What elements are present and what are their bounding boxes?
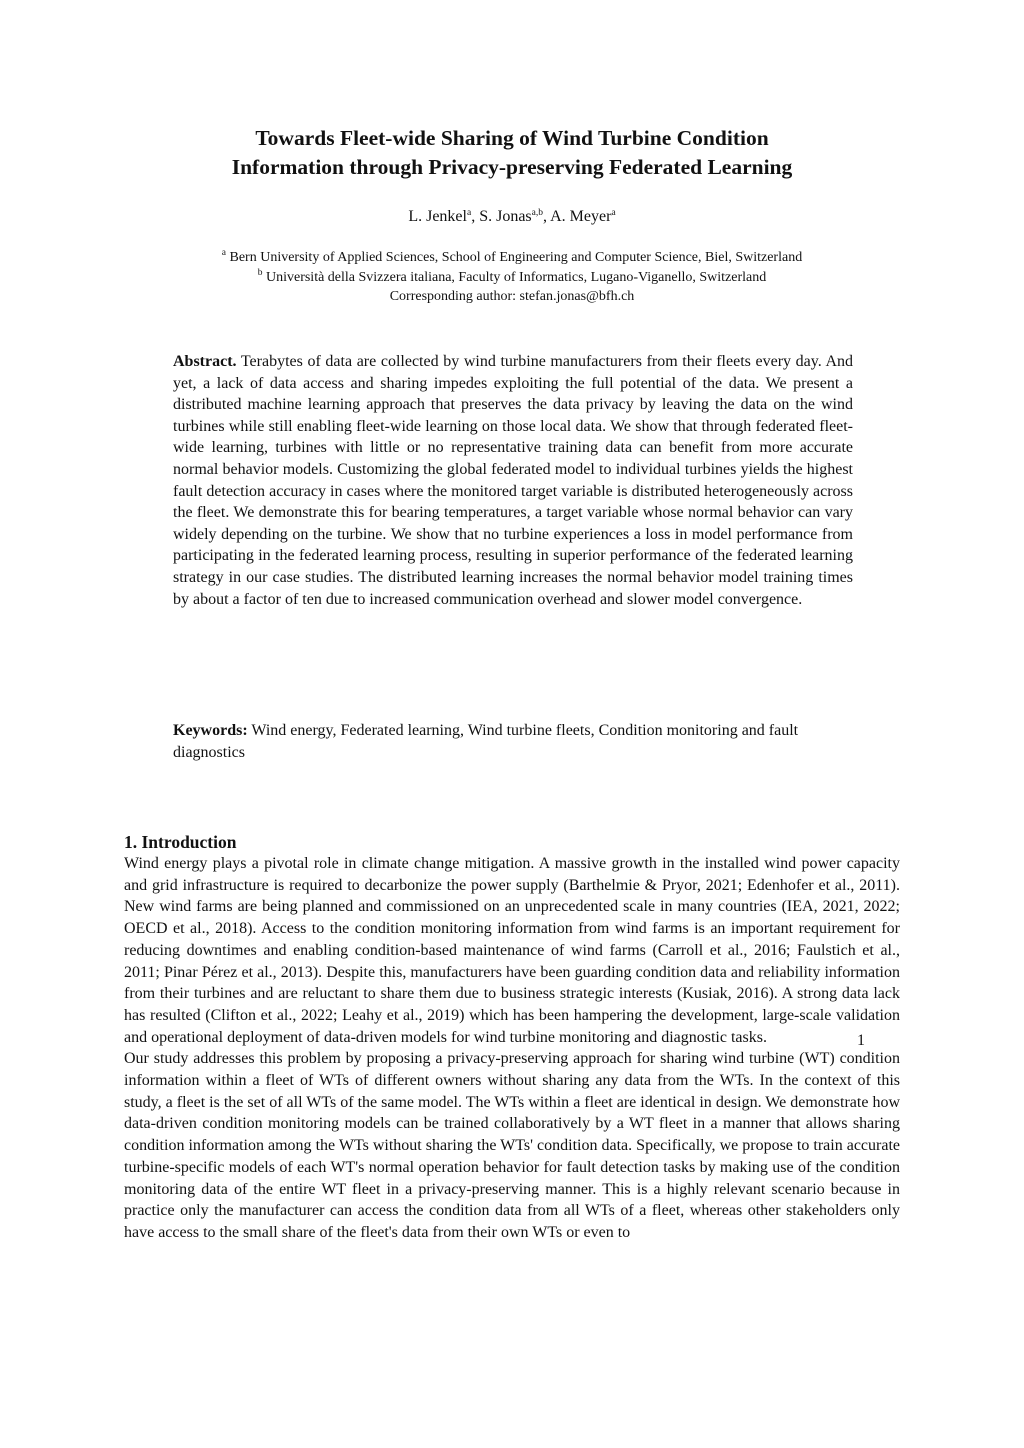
affiliation-line [0,248,1024,268]
title-line-2: Information through Privacy-preserving Federated Learning [231,155,793,179]
keywords-text: Wind energy, Federated learning, Wind turbine fleets, Condition monitoring and fault diagnostics [173,722,799,761]
abstract-label: Abstract. [173,353,237,370]
affiliation-mark: a [221,248,226,258]
abstract-text: Terabytes of data are collected by wind turbine manufacturers from their fleets every day. And yet, a lack of data access and sharing impedes exploiting the full potential of the data. We present a distributed machine learning approach that preserves the data privacy by leaving the data on the wind turbines while still enabling fleet-wide learning on those local data. We show that through federated fleet-wide learning, turbines with little or no representative training data can benefit from more accurate normal behavior models. Customizing the global federated model to individual turbines yields the highest fault detection accuracy in cases where the monitored target variable is distributed heterogeneously across the fleet. We demonstrate this for bearing temperatures, a target variable whose normal behavior can vary widely depending on the turbine. We show that no turbine experiences a loss in model performance from participating in the federated learning process, resulting in superior performance of the federated learning strategy in our case studies. The distributed learning increases the normal behavior model training times by about a factor of ten due to increased communication overhead and slower model convergence. [173,353,854,608]
body-paragraph: Wind energy plays a pivotal role in climate change mitigation. A massive growth in the installed wind power capacity and grid infrastructure is required to decarbonize the power supply (Barthelmie & Pryor, 2021; Edenhofer et al., 2011). New wind farms are being planned and commissioned on an unprecedented scale in many countries (IEA, 2021, 2022; OECD et al., 2018). Access to the condition monitoring information from wind farms is an important requirement for reducing downtimes and enabling condition-based maintenance of wind farms (Carroll et al., 2016; Faulstich et al., 2011; Pinar Pérez et al., 2013). Despite this, manufacturers have been guarding condition data and reliability information from their turbines and are reluctant to share them due to business strategic interests (Kusiak, 2016). A strong data lack has resulted (Clifton et al., 2022; Leahy et al., 2019) which has been hampering the development, large-scale validation and operational deployment of data-driven models for wind turbine monitoring and diagnostic tasks. [124,855,900,1046]
section-heading-introduction: 1. Introduction [124,832,237,852]
affiliation-text: Bern University of Applied Sciences, School of Engineering and Computer Science, Biel, Switzerland [229,250,803,265]
author-affiliation-mark: a [611,208,616,218]
corresponding-author: Corresponding author: stefan.jonas@bfh.ch [389,289,635,304]
page-number: 1 [857,1032,865,1049]
affiliation-line [0,268,1024,288]
author-name: A. Meyer [550,208,612,225]
abstract [173,351,853,610]
author-name: L. Jenkel [408,208,467,225]
author-list: L. Jenkel$^a$, S. Jonas$^{a,b}$, A. Meyer$^a$ [408,208,616,225]
author-affiliation-mark: a [466,208,472,218]
body-paragraph: Our study addresses this problem by proposing a privacy-preserving approach for sharing wind turbine (WT) condition information within a fleet of WTs of different owners without sharing any data from the WTs. In the context of this study, a fleet is the set of all WTs of the same model. The WTs within a fleet are identical in design. We demonstrate how data-driven condition monitoring models can be trained collaboratively by a WT fleet in a manner that allows sharing condition information among the WTs without sharing the WTs' condition data. Specifically, we propose to train accurate turbine-specific models of each WT's normal operation behavior for fault detection tasks by making use of the condition monitoring data of the entire WT fleet in a privacy-preserving manner. This is a highly relevant scenario because in practice only the manufacturer can access the condition data from all WTs of a fleet, whereas other stakeholders only have access to the small share of the fleet's data from their own WTs or even to [124,1050,900,1241]
paper-title [0,124,1024,182]
title-line-1: Towards Fleet-wide Sharing of Wind Turbine Condition [255,126,769,150]
keywords-label: Keywords: [173,722,248,739]
keywords [173,720,853,764]
introduction-body [124,853,900,1244]
author-name: S. Jonas [479,208,532,225]
affiliation-text: Università della Svizzera italiana, Faculty of Informatics, Lugano-Viganello, Switzerland [265,269,767,285]
author-affiliation-mark: a,b [531,208,543,218]
affiliations [0,248,1024,307]
affiliation-mark: b [257,267,263,278]
